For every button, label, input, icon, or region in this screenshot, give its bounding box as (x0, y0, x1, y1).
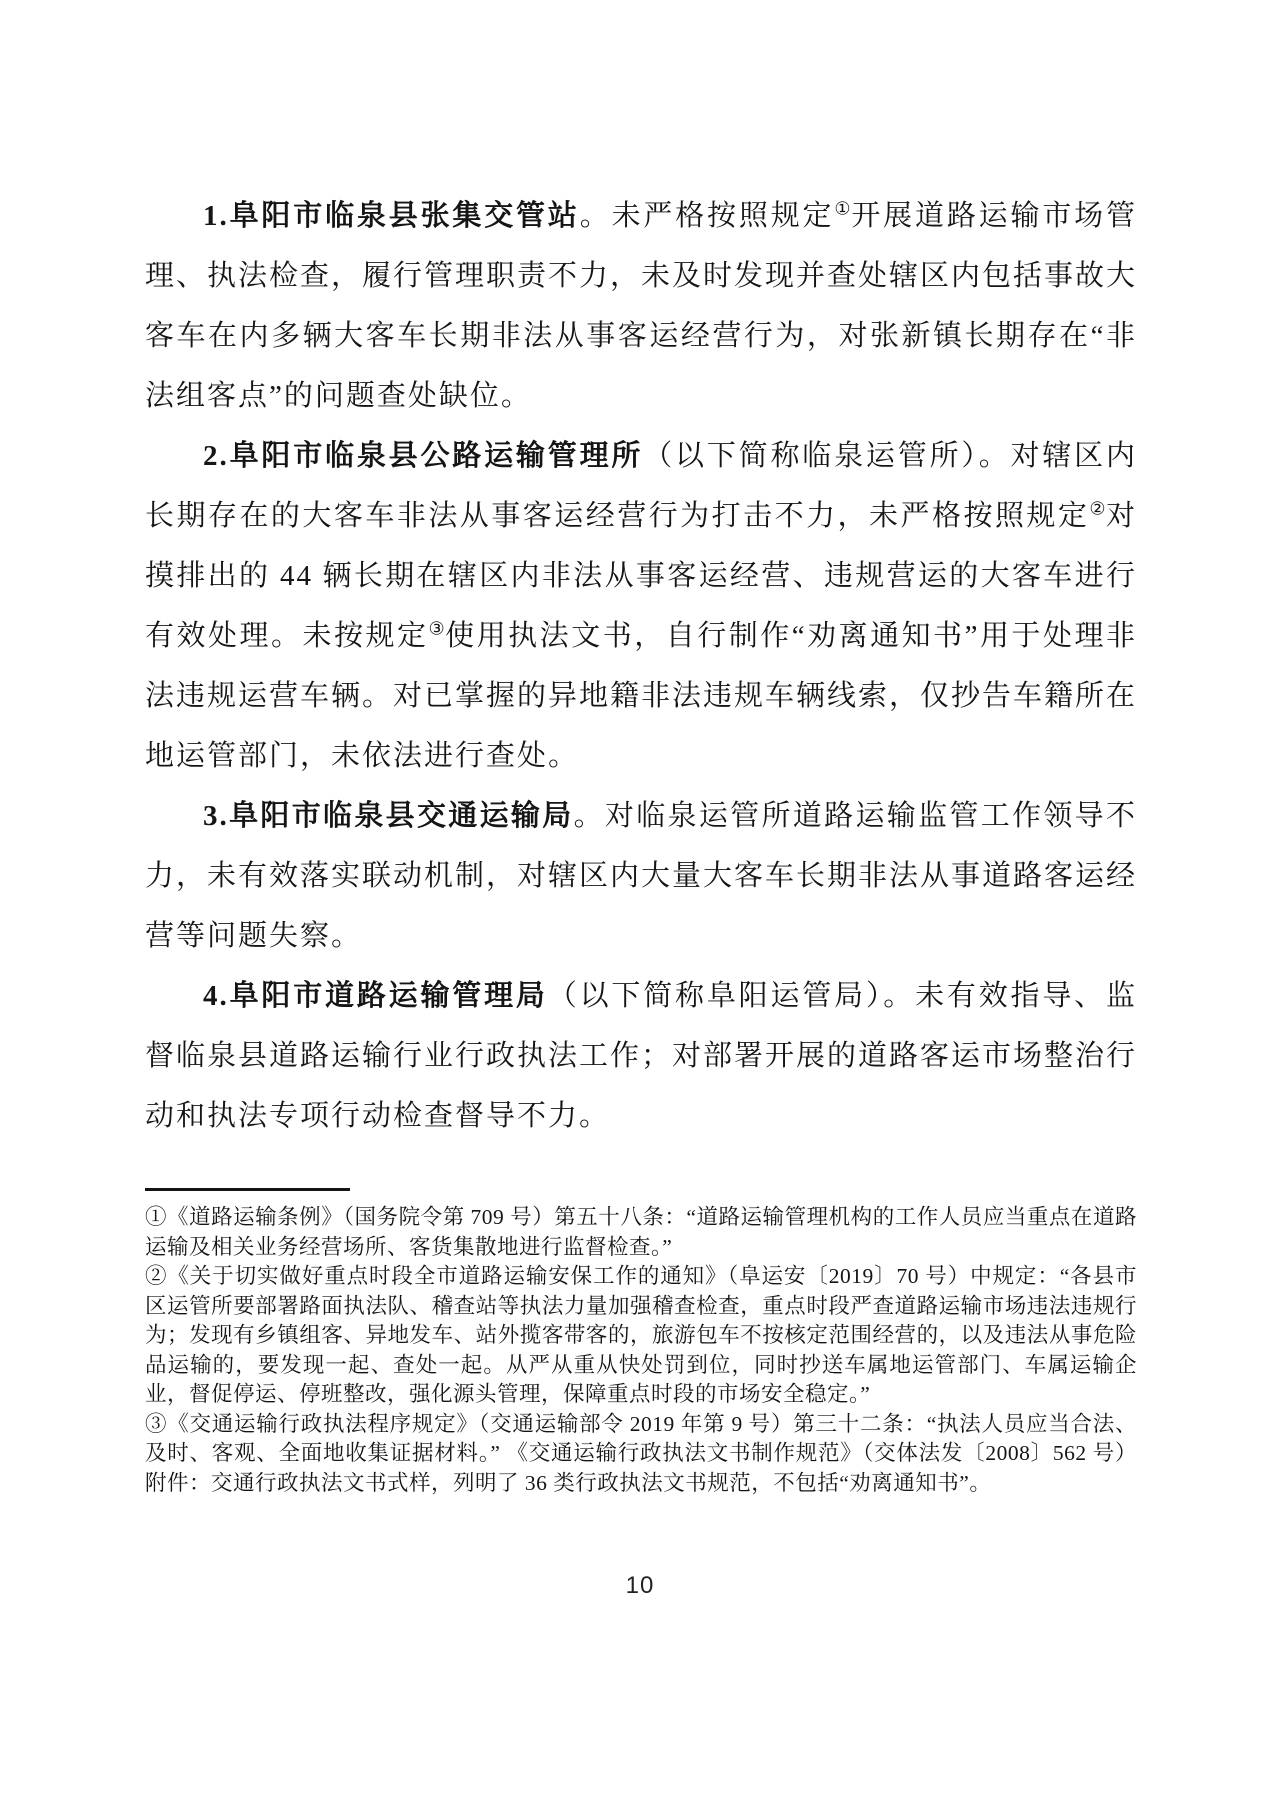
footnote-ref-1-icon: ① (834, 198, 852, 219)
paragraph-2-heading: 2.阜阳市临泉县公路运输管理所 (203, 440, 644, 472)
paragraph-4 (145, 966, 1137, 1146)
paragraph-1 (145, 186, 1137, 426)
paragraph-1-text: 。未严格按照规定 (579, 200, 835, 232)
paragraph-1-heading: 1.阜阳市临泉县张集交管站 (203, 200, 580, 232)
paragraph-3-text: 。对临泉运管所道路运输监管工作领导不力，未有效落实联动机制，对辖区内大量大客车长期非法从事道路客运经营等问题失察。 (145, 800, 1138, 952)
footnote-3: ③《交通运输行政执法程序规定》（交通运输部令 2019 年第 9 号）第三十二条：“执法人员应当合法、及时、客观、全面地收集证据材料。” 《交通运输行政执法文书制作规范》（交体法发〔2008〕562 号）附件：交通行政执法文书式样，列明了 36 类行政执法文书规范，不包括“劝离通知书”。 (145, 1411, 1137, 1495)
paragraph-2-text-cont: 对摸排出的 44 辆长期在辖区内非法从事客运经营、违规营运的大客车进行有效处理。未按规定 (145, 500, 1137, 652)
footnote-1: ①《道路运输条例》（国务院令第 709 号）第五十八条：“道路运输管理机构的工作人员应当重点在道路运输及相关业务经营场所、客货集散地进行监督检查。” (145, 1205, 1137, 1259)
page-number: 10 (625, 1572, 655, 1599)
footnote-ref-3-icon: ③ (428, 618, 446, 639)
paragraph-2 (145, 426, 1137, 786)
paragraph-4-text: （以下简称阜阳运管局）。未有效指导、监督临泉县道路运输行业行政执法工作；对部署开展的道路客运市场整治行动和执法专项行动检查督导不力。 (145, 980, 1138, 1132)
document-body (145, 186, 1137, 1146)
paragraph-2-text: （以下简称临泉运管所）。对辖区内长期存在的大客车非法从事客运经营行为打击不力，未严格按照规定 (145, 440, 1137, 532)
footnotes-section (145, 1203, 1137, 1498)
paragraph-1-text-cont: 开展道路运输市场管理、执法检查，履行管理职责不力，未及时发现并查处辖区内包括事故大客车在内多辆大客车长期非法从事客运经营行为，对张新镇长期存在“非法组客点”的问题查处缺位。 (145, 200, 1138, 412)
footnote-ref-2-icon: ② (1089, 498, 1106, 519)
paragraph-3-heading: 3.阜阳市临泉县交通运输局 (203, 800, 574, 832)
paragraph-3 (145, 786, 1137, 966)
paragraph-4-heading: 4.阜阳市道路运输管理局 (203, 980, 548, 1012)
paragraph-2-text-end: 使用执法文书，自行制作“劝离通知书”用于处理非法违规运营车辆。对已掌握的异地籍非法违规车辆线索，仅抄告车籍所在地运管部门，未依法进行查处。 (145, 620, 1138, 772)
footnote-separator (145, 1188, 350, 1191)
footnote-2: ②《关于切实做好重点时段全市道路运输安保工作的通知》（阜运安〔2019〕70 号）中规定：“各县市区运管所要部署路面执法队、稽查站等执法力量加强稽查检查，重点时段严查道路运输市场违法违规行为；发现有乡镇组客、异地发车、站外揽客带客的，旅游包车不按核定范围经营的，以及违法从事危险品运输的，要发现一起、查处一起。从严从重从快处罚到位，同时抄送车属地运管部门、车属运输企业，督促停运、停班整改，强化源头管理，保障重点时段的市场安全稳定。” (145, 1264, 1137, 1406)
